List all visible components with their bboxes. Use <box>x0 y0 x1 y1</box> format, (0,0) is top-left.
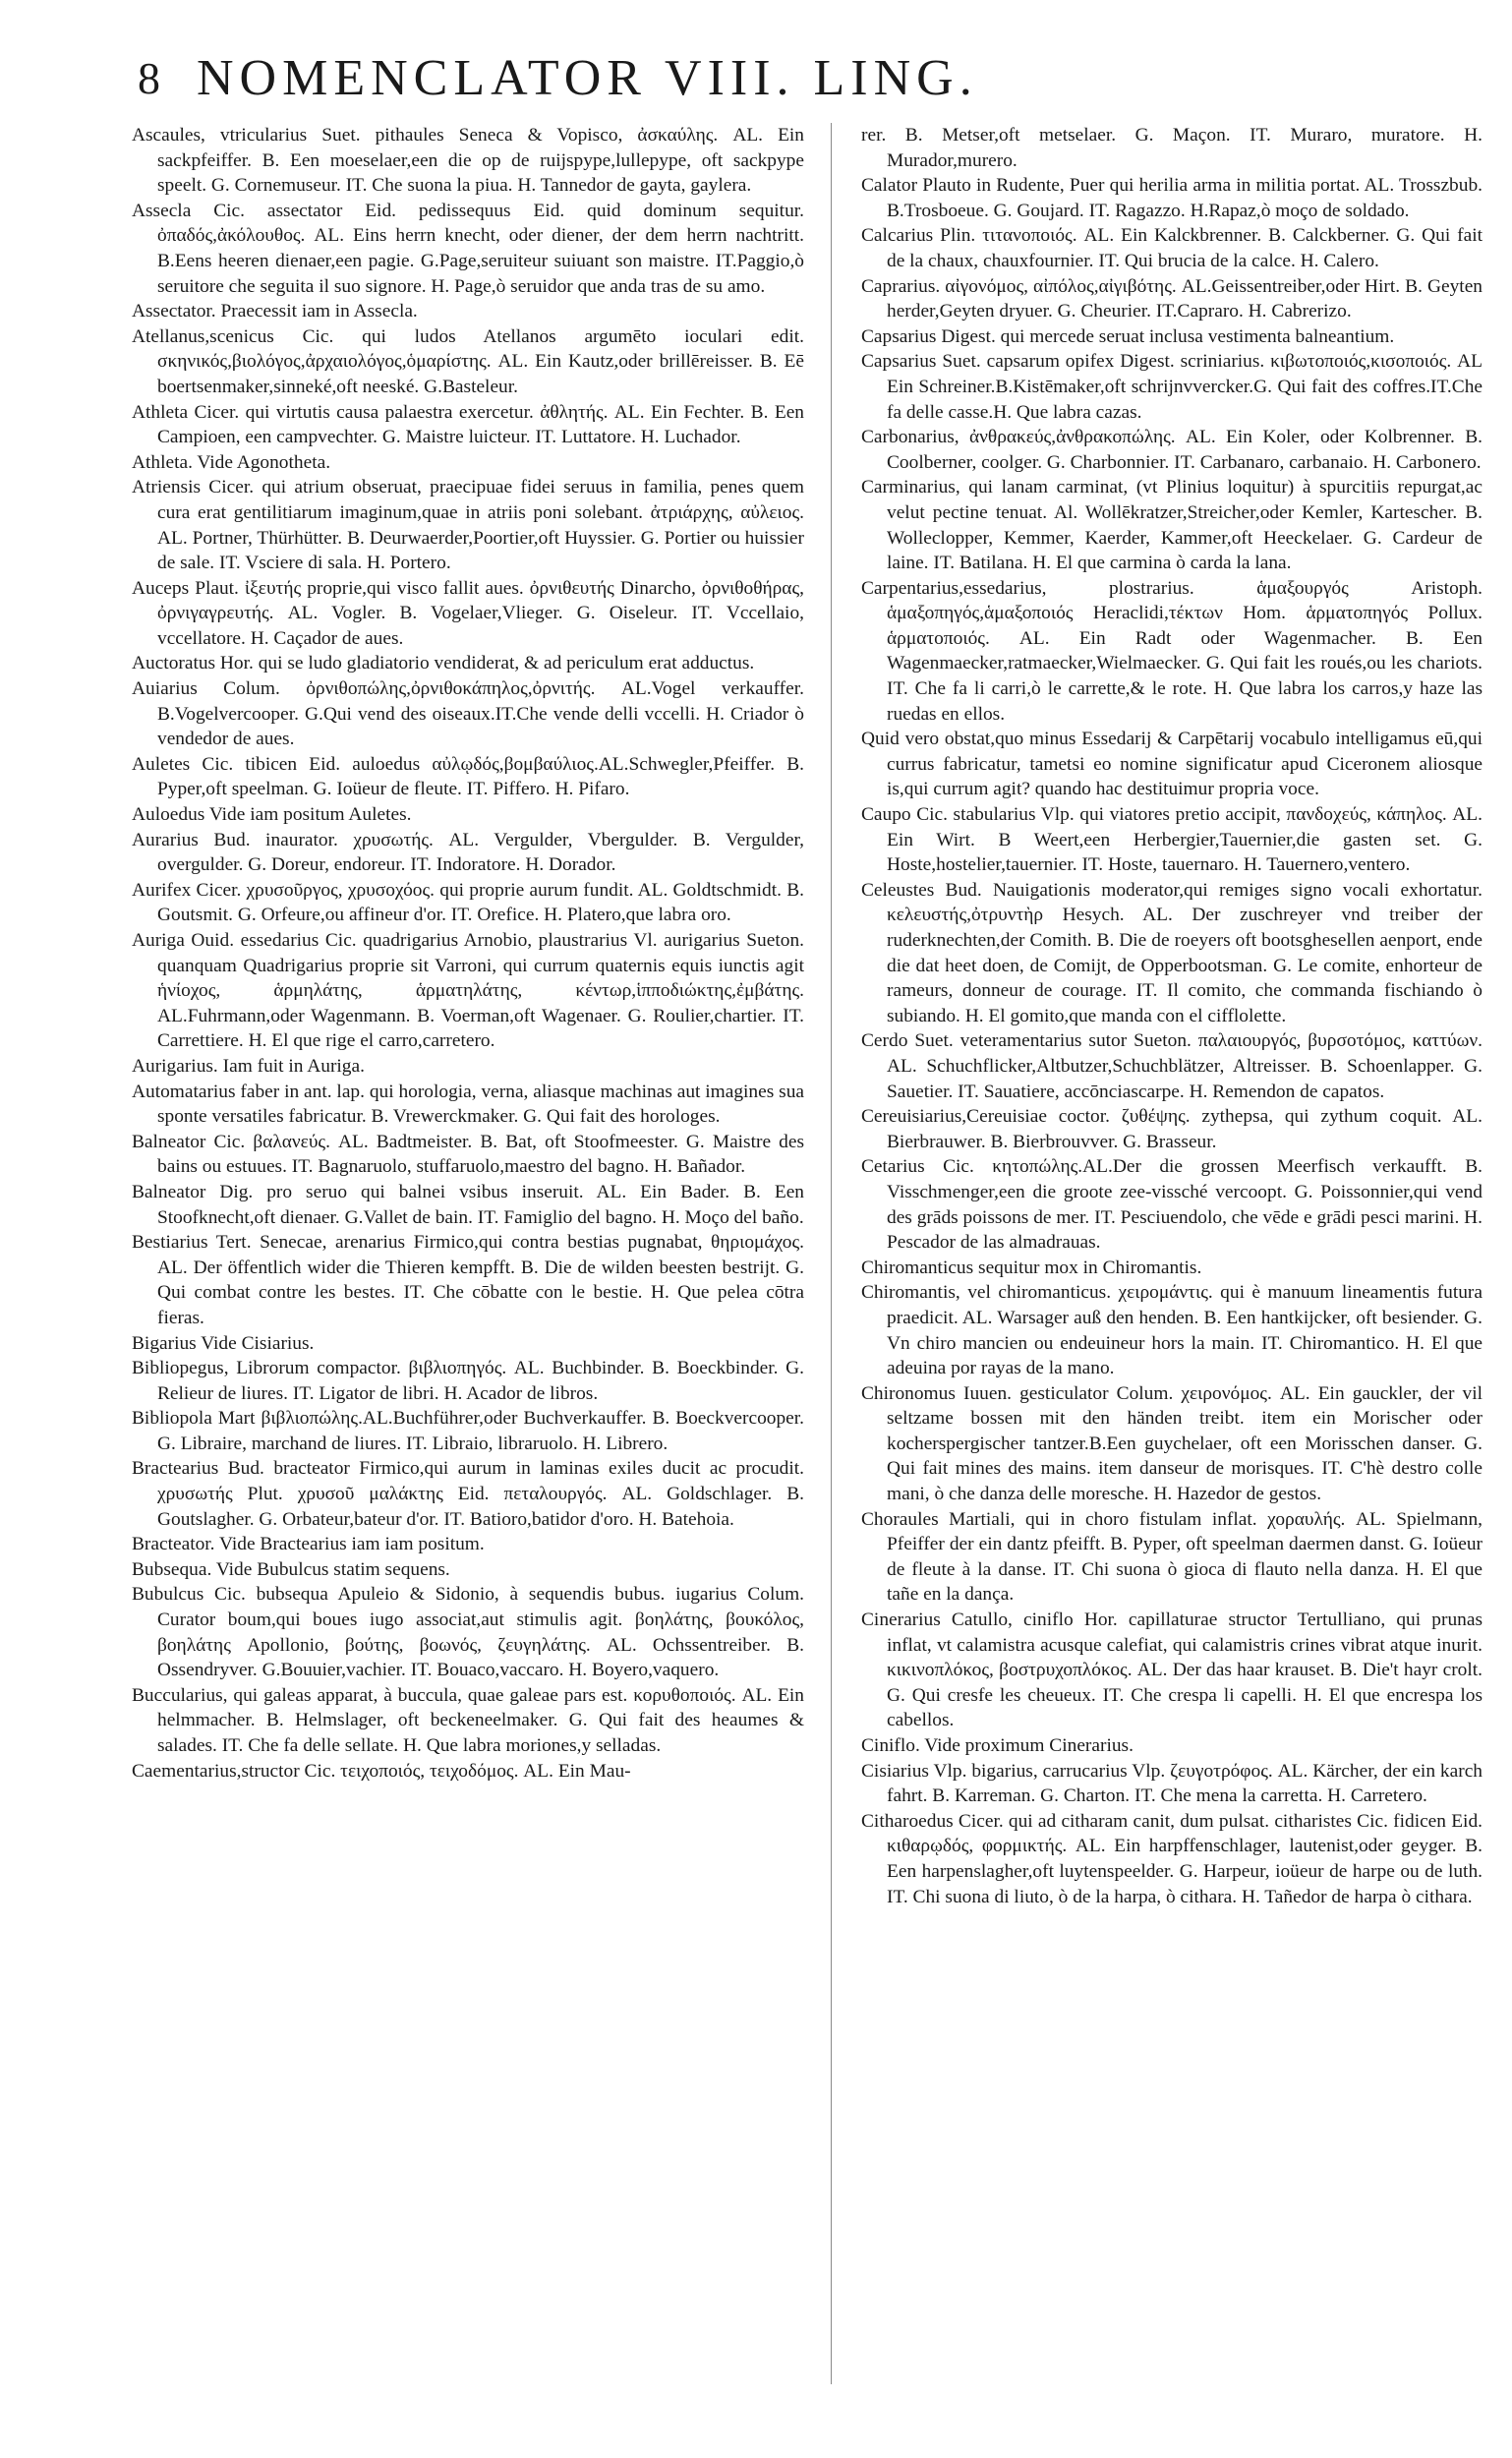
dictionary-entry: Auceps Plaut. ἰξευτής proprie,qui visco fallit aues. ὀρνιθευτής Dinarcho, ὀρνιθοθήρας, ὀρνιγαγρευτής. AL. Vogler. B. Vogelaer,Vlieger. G. Oiseleur. IT. Vccellaio, vccellatore. H. Caçador de aues. <box>132 577 804 649</box>
dictionary-entry: Citharoedus Cicer. qui ad citharam canit, dum pulsat. citharistes Cic. fidicen Eid. κιθαρῳδός, φορμικτής. AL. Ein harpffenschlager, lautenist,oder geyger. B. Een harpenslagher,oft luytenspeelder. G. Harpeur, ioüeur de harpe ou de luth. IT. Chi suona di liuto, ò de la harpa, ò cithara. H. Tañedor de harpa ò cithara. <box>861 1810 1483 1907</box>
left-column <box>132 123 804 2394</box>
dictionary-entry: Calcarius Plin. τιτανοποιός. AL. Ein Kalckbrenner. B. Calckberner. G. Qui fait de la chaux, chauxfournier. IT. Qui brucia de la calce. H. Calero. <box>861 225 1483 271</box>
dictionary-entry: Athleta Cicer. qui virtutis causa palaestra exercetur. ἀθλητής. AL. Ein Fechter. B. Een Campioen, een campvechter. G. Maistre luicteur. IT. Luttatore. H. Luchador. <box>132 401 804 448</box>
dictionary-entry: Bubulcus Cic. bubsequa Apuleio & Sidonio, à sequendis bubus. iugarius Colum. Curator boum,qui boues iugo associat,aut stimulis agit. βοηλάτης, βουκόλος, βοηλάτης Apollonio, βούτης, βοωνός, ζευγηλάτης. AL. Ochssentreiber. B. Ossendryver. G.Bouuier,vachier. IT. Bouaco,vaccaro. H. Boyero,vaquero. <box>132 1584 804 1681</box>
dictionary-entry: Capsarius Digest. qui mercede seruat inclusa vestimenta balneantium. <box>861 325 1395 347</box>
dictionary-entry: Aurifex Cicer. χρυσοῦργος, χρυσοχόος. qui proprie aurum fundit. AL. Goldtschmidt. B. Goutsmit. G. Orfeure,ou affineur d'or. IT. Orefice. H. Platero,que labra oro. <box>132 879 804 926</box>
dictionary-entry: Bestiarius Tert. Senecae, arenarius Firmico,qui contra bestias pugnabat, θηριομάχος. AL. Der öffentlich wider die Thieren kempfft. B. Die de wilden beesten bestrijt. G. Qui combat contre les bestes. IT. Che cōbatte con le bestie. H. Que pelea cōtra fieras. <box>132 1232 804 1328</box>
dictionary-entry: Auletes Cic. tibicen Eid. auloedus αὐλῳδός,βομβαύλιος.AL.Schwegler,Pfeiffer. B. Pyper,oft speelman. G. Ioüeur de fleute. IT. Piffero. H. Pifaro. <box>132 753 804 800</box>
dictionary-entry: Aurarius Bud. inaurator. χρυσωτής. AL. Vergulder, Vbergulder. B. Vergulder, overgulder. G. Doreur, endoreur. IT. Indoratore. H. Dorador. <box>132 829 804 876</box>
dictionary-entry: Quid vero obstat,quo minus Essedarij & Carpētarij vocabulo intelligamus eū,qui currus fabricatur, tametsi eo nomine significatur apud Ciceronem aliosque is,qui currum agit? quando hac destituimur propria voce. <box>861 729 1483 800</box>
page-number: 8 <box>138 53 160 103</box>
dictionary-entry: Bractearius Bud. bracteator Firmico,qui aurum in laminas exiles ducit ac procudit. χρυσωτής Plut. χρυσοῦ μαλάκτης Eid. πεταλουργός. AL. Goldschlager. B. Goutslagher. G. Orbateur,bateur d'or. IT. Batioro,batidor d'oro. H. Batehoia. <box>132 1458 804 1530</box>
dictionary-entry: rer. B. Metser,oft metselaer. G. Maçon. IT. Muraro, muratore. H. Murador,murero. <box>861 125 1483 171</box>
dictionary-entry: Assecla Cic. assectator Eid. pedissequus Eid. quid dominum sequitur. ὀπαδός,ἀκόλουθος. AL. Eins herrn knecht, oder diener, der dem herrn nachtritt. B.Eens heeren dienaer,een pagie. G.Page,seruiteur suiuant son maistre. IT.Paggio,ò seruitore che seguita il suo signore. H. Page,ò seruidor que anda tras de su amo. <box>132 200 804 297</box>
dictionary-entry: Cereuisiarius,Cereuisiae coctor. ζυθέψης. zythepsa, qui zythum coquit. AL. Bierbrauwer. B. Bierbrouvver. G. Brasseur. <box>861 1106 1483 1152</box>
dictionary-entry: Assectator. Praecessit iam in Assecla. <box>132 301 418 322</box>
dictionary-entry: Auiarius Colum. ὀρνιθοπώλης,ὀρνιθοκάπηλος,ὀρνιτής. AL.Vogel verkauffer. B.Vogelvercooper. G.Qui vend des oiseaux.IT.Che vende delli vccelli. H. Criador ò vendedor de aues. <box>132 678 804 750</box>
dictionary-entry: Atellanus,scenicus Cic. qui ludos Atellanos argumēto ioculari edit. σκηνικός,βιολόγος,ἀρχαιολόγος,ὁμαρίστης. AL. Ein Kautz,oder brillēreisser. B. Eē boertsenmaker,sinneké,oft neeské. G.Basteleur. <box>132 325 804 397</box>
dictionary-entry: Caupo Cic. stabularius Vlp. qui viatores pretio accipit, πανδοχεύς, κάπηλος. AL. Ein Wirt. B Weert,een Herbergier,Tauernier,die gasten set. G. Hoste,hostelier,tauernier. IT. Hoste, tauernaro. H. Tauernero,ventero. <box>861 804 1483 876</box>
right-column <box>861 123 1483 2394</box>
dictionary-entry: Cetarius Cic. κητοπώλης.AL.Der die grossen Meerfisch verkaufft. B. Visschmenger,een die groote zee-vissché vercoopt. G. Poissonnier,qui vend des grāds poissons de mer. IT. Pesciuendolo, che vēde e grādi pesci marini. H. Pescador de las almadrauas. <box>861 1156 1483 1254</box>
dictionary-entry: Carpentarius,essedarius, plostrarius. ἁμαξουργός Aristoph. ἁμαξοπηγός,ἁμαξοποιός Heraclidi,τέκτων Hom. ἁρματοπηγός Pollux. ἁρματοποιός. AL. Ein Radt oder Wagenmacher. B. Een Wagenmaecker,ratmaecker,Wielmaecker. G. Qui fait les roués,ou les chariots. IT. Che fa li carri,ò le carrette,& le rote. H. Que labra los carros,y haze las ruedas en ellos. <box>861 577 1483 725</box>
dictionary-entry: Caprarius. αἰγονόμος, αἰπόλος,αἰγιβότης. AL.Geissentreiber,oder Hirt. B. Geyten herder,Geyten dryuer. G. Cheurier. IT.Capraro. H. Cabrerizo. <box>861 275 1483 322</box>
dictionary-entry: Bibliopola Mart βιβλιοπώλης.AL.Buchführer,oder Buchverkauffer. B. Boeckvercooper. G. Libraire, marchand de liures. IT. Libraio, libraruolo. H. Librero. <box>132 1408 804 1454</box>
dictionary-entry: Chironomus Iuuen. gesticulator Colum. χειρονόμος. AL. Ein gauckler, der vil seltzame bossen mit den händen treibt. item ein Morischer oder kocherspergischer tantzer.B.Een guychelaer, oft een Morisschen danser. G. Qui fait mines des mains. item danseur de morisques. IT. C'hè destro colle mani, ò che danza delle moresche. H. Hazedor de gestos. <box>861 1382 1483 1505</box>
dictionary-entry: Carbonarius, ἀνθρακεύς,ἀνθρακοπώλης. AL. Ein Koler, oder Kolbrenner. B. Coolberner, coolger. G. Charbonnier. IT. Carbanaro, carbanaio. H. Carbonero. <box>861 427 1483 473</box>
page-header <box>98 39 1160 118</box>
dictionary-entry: Athleta. Vide Agonotheta. <box>132 451 331 473</box>
dictionary-entry: Atriensis Cicer. qui atrium obseruat, praecipuae fidei seruus in familia, penes quem cura erat gentilitiarum imaginum,quae in atriis poni solebant. ἀτριάρχης, αὐλειος. AL. Portner, Thürhütter. B. Deurwaerder,Poortier,oft Huyssier. G. Portier ou huissier de sale. IT. Vsciere di sala. H. Portero. <box>132 477 804 574</box>
column-divider <box>831 123 832 2384</box>
dictionary-entry: Auloedus Vide iam positum Auletes. <box>132 804 412 826</box>
dictionary-entry: Choraules Martiali, qui in choro fistulam inflat. χοραυλής. AL. Spielmann, Pfeiffer der ein dantz pfeifft. B. Pyper, oft speelman daermen danst. G. Ioüeur de fleute à la danse. IT. Chi suona ò gioca di flauto nella danza. H. El que tañe en la dança. <box>861 1508 1483 1606</box>
dictionary-entry: Chiromanticus sequitur mox in Chiromantis. <box>861 1257 1202 1278</box>
dictionary-entry: Ciniflo. Vide proximum Cinerarius. <box>861 1735 1134 1756</box>
dictionary-entry: Cinerarius Catullo, ciniflo Hor. capillaturae structor Tertulliano, qui prunas inflat, vt calamistra acusque calefiat, qui calamistris crines vibrat atque inurit. κικινοπλόκος, βοστρυχοπλόκος. AL. Der das haar krauset. B. Die't hayr crolt. G. Qui cresfe les cheueux. IT. Che crespa li capelli. H. El que encrespa los cabellos. <box>861 1609 1483 1731</box>
dictionary-entry: Bracteator. Vide Bractearius iam iam positum. <box>132 1534 485 1555</box>
dictionary-entry: Celeustes Bud. Nauigationis moderator,qui remiges signo vocali exhortatur. κελευστής,ὀτρυντὴρ Hesych. AL. Der zuschreyer vnd treiber der ruderknechten,der Comith. B. Die de roeyers oft bootsghesellen aenport, ende die dat heet doen, de Comijt, de Opperbootsman. G. Le comite, enhorteur de rameurs, donneur de courage. IT. Il comito, che commanda fischiando ò subiando. H. El gomito,que manda con el cifflolette. <box>861 879 1483 1026</box>
dictionary-entry: Balneator Dig. pro seruo qui balnei vsibus inseruit. AL. Ein Bader. B. Een Stoofknecht,oft dienaer. G.Vallet de bain. IT. Famiglio del bagno. H. Moço del baño. <box>132 1181 804 1228</box>
dictionary-entry: Buccularius, qui galeas apparat, à buccula, quae galeae pars est. κορυθοποιός. AL. Ein helmmacher. B. Helmslager, oft beckeneelmaker. G. Qui fait des heaumes & salades. IT. Che fa delle sellate. H. Que labra moriones,y selladas. <box>132 1684 804 1756</box>
dictionary-entry: Bibliopegus, Librorum compactor. βιβλιοπηγός. AL. Buchbinder. B. Boeckbinder. G. Relieur de liures. IT. Ligator de libri. H. Acador de libros. <box>132 1358 804 1404</box>
dictionary-entry: Caementarius,structor Cic. τειχοποιός, τειχοδόμος. AL. Ein Mau- <box>132 1760 631 1782</box>
dictionary-entry: Bigarius Vide Cisiarius. <box>132 1332 315 1354</box>
dictionary-entry: Carminarius, qui lanam carminat, (vt Plinius loquitur) à spurcitiis repurgat,ac velut pectine tenuat. Al. Wollēkratzer,Streicher,oder Kemler, Kartescher. B. Wolleclopper, Kemmer, Kaerder, Kammer,oft Heeckelaer. G. Cardeur de laine. IT. Batilana. H. El que carmina ò carda la lana. <box>861 477 1483 574</box>
dictionary-entry: Balneator Cic. βαλανεύς. AL. Badtmeister. B. Bat, oft Stoofmeester. G. Maistre des bains ou estuues. IT. Bagnaruolo, stuffaruolo,maestro del bagno. H. Bañador. <box>132 1131 804 1178</box>
dictionary-entry: Auriga Ouid. essedarius Cic. quadrigarius Arnobio, plaustrarius Vl. aurigarius Sueton. quanquam Quadrigarius proprie sit Varroni, qui currum quaternis equis iunctis agit ἡνίοχος, ἁρμηλάτης, ἁρματηλάτης, κέντωρ,ἱπποδιώκτης,ἐμβάτης. AL.Fuhrmann,oder Wagenmann. B. Voerman,oft Wagenaer. G. Roulier,chartier. IT. Carrettiere. H. El que rige el carro,carretero. <box>132 930 804 1052</box>
dictionary-entry: Capsarius Suet. capsarum opifex Digest. scriniarius. κιβωτοποιός,κισοποιός. AL Ein Schreiner.B.Kistēmaker,oft schrijnvvercker.G. Qui fait des coffres.IT.Che fa delle casse.H. Que labra cazas. <box>861 351 1483 423</box>
dictionary-entry: Automatarius faber in ant. lap. qui horologia, verna, aliasque machinas aut imagines sua sponte versatiles fabricatur. B. Vrewerckmaker. G. Qui fait des horologes. <box>132 1081 804 1128</box>
running-title: NOMENCLATOR VIII. LING. <box>197 50 978 106</box>
dictionary-entry: Chiromantis, vel chiromanticus. χειρομάντις. qui è manuum lineamentis futura praedicit. AL. Warsager auß den henden. B. Een hantkijcker, oft besiender. G. Vn chiro mancien ou endeuineur hors la main. IT. Chiromantico. H. El que adeuina por rayas de la mano. <box>861 1282 1483 1379</box>
dictionary-entry: Aurigarius. Iam fuit in Auriga. <box>132 1055 365 1077</box>
dictionary-entry: Ascaules, vtricularius Suet. pithaules Seneca & Vopisco, ἀσκαύλης. AL. Ein sackpfeiffer. B. Een moeselaer,een die op de ruijspype,lullepype, oft sackpype speelt. G. Cornemuseur. IT. Che suona la piua. H. Tannedor de gayta, gaylera. <box>132 125 804 197</box>
dictionary-entry: Cisiarius Vlp. bigarius, carrucarius Vlp. ζευγοτρόφος. AL. Kärcher, der ein karch fahrt. B. Karreman. G. Charton. IT. Che mena la carretta. H. Carretero. <box>861 1760 1483 1807</box>
dictionary-entry: Bubsequa. Vide Bubulcus statim sequens. <box>132 1558 450 1580</box>
dictionary-entry: Auctoratus Hor. qui se ludo gladiatorio vendiderat, & ad periculum erat adductus. <box>132 653 755 674</box>
dictionary-entry: Calator Plauto in Rudente, Puer qui herilia arma in militia portat. AL. Trosszbub. B.Trosboeue. G. Goujard. IT. Ragazzo. H.Rapaz,ò moço de soldado. <box>861 175 1483 221</box>
dictionary-entry: Cerdo Suet. veteramentarius sutor Sueton. παλαιουργός, βυρσοτόμος, καττύων. AL. Schuchflicker,Altbutzer,Schuchblätzer, Altreisser. B. Schoenlapper. G. Sauetier. IT. Sauatiere, accōnciascarpe. H. Remendon de capatos. <box>861 1030 1483 1102</box>
